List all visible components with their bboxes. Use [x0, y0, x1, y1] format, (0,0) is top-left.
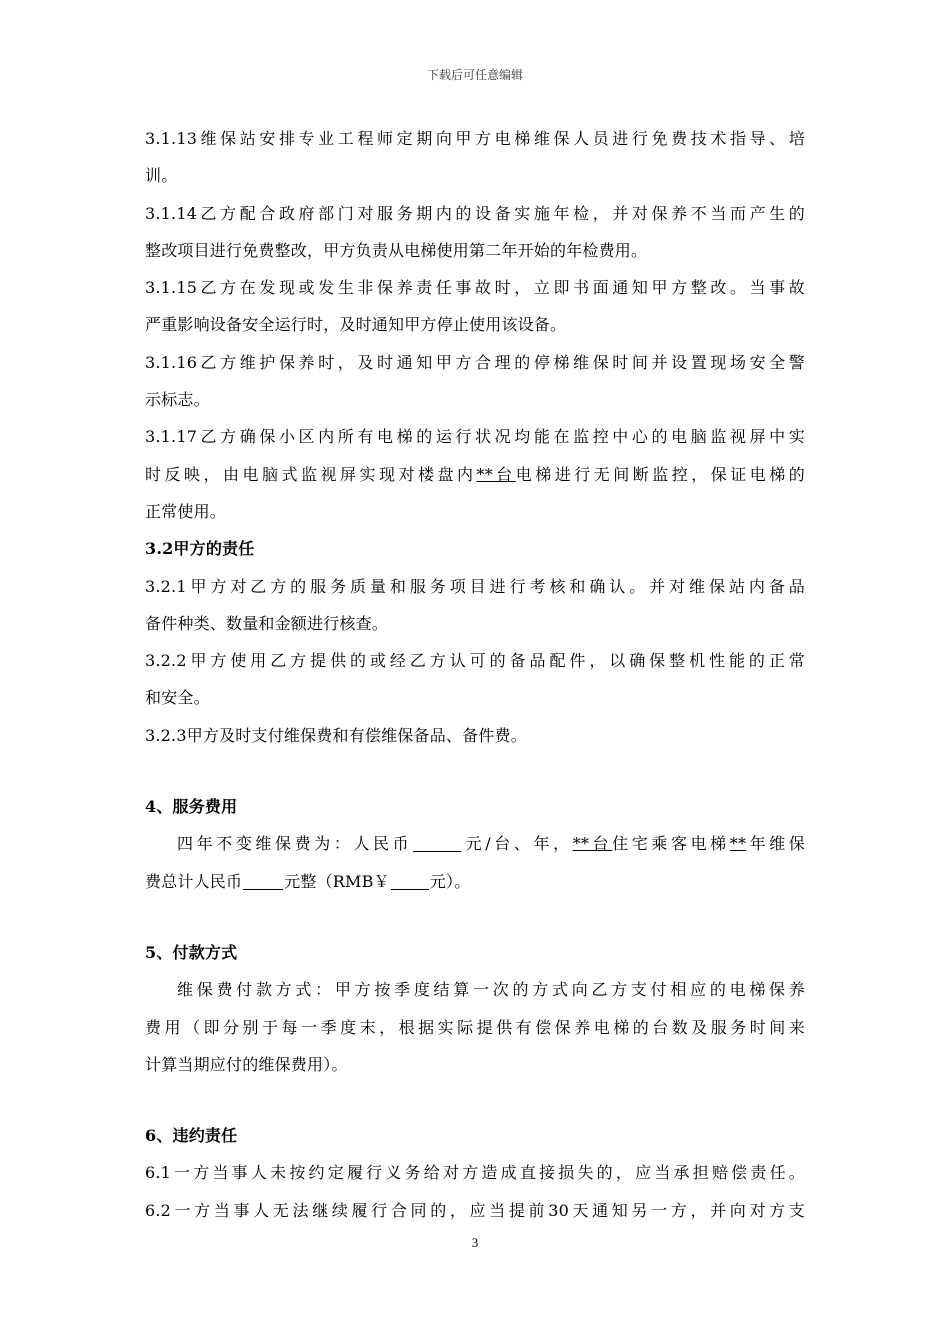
text-segment: 费总计人民币 [145, 871, 243, 891]
clause-3-1-16-line-2: 示标志。 [145, 390, 210, 410]
text-segment: 年维保 [746, 834, 805, 854]
fee-per-unit-blank[interactable] [413, 833, 461, 852]
text-segment: 四年不变维保费为：人民币 [177, 834, 413, 854]
text-segment: 元）。 [429, 871, 471, 891]
text-segment: 电梯进行无间断监控，保证电梯的 [515, 464, 805, 484]
clause-3-1-14-line-2: 整改项目进行免费整改，甲方负责从电梯使用第二年开始的年检费用。 [145, 240, 648, 260]
clause-3-1-16-line-1: 3.1.16乙方维护保养时，及时通知甲方合理的停梯维保时间并设置现场安全警 [145, 352, 805, 372]
spacer [145, 1083, 805, 1117]
clause-3-1-15-line-2: 严重影响设备安全运行时，及时通知甲方停止使用该设备。 [145, 315, 567, 335]
underlined-quantity: **台 [572, 834, 613, 854]
clause-3-1-17-line-2 [145, 456, 805, 493]
section-5-heading: 5、付款方式 [145, 942, 238, 962]
underlined-years: ** [729, 834, 747, 854]
page-header: 下载后可任意编辑 [426, 68, 523, 82]
spacer [145, 900, 805, 934]
clause-3-2-1-line-2: 备件种类、数量和金额进行核查。 [145, 613, 389, 633]
clause-3-1-15-line-1: 3.1.15乙方在发现或发生非保养责任事故时，立即书面通知甲方整改。当事故 [145, 278, 805, 298]
clause-6-2-line: 6.2一方当事人无法继续履行合同的，应当提前30天通知另一方，并向对方支 [145, 1200, 805, 1220]
section-3-2-heading: 3.2甲方的责任 [145, 539, 255, 559]
total-fee-rmb-blank[interactable] [391, 871, 429, 890]
payment-line-1: 维保费付款方式：甲方按季度结算一次的方式向乙方支付相应的电梯保养 [177, 980, 805, 1000]
total-fee-blank[interactable] [243, 871, 283, 890]
clause-3-2-2-line-2: 和安全。 [145, 688, 210, 708]
payment-line-3: 计算当期应付的维保费用）。 [145, 1054, 348, 1074]
section-4-heading: 4、服务费用 [145, 797, 238, 817]
underlined-quantity: **台 [476, 464, 516, 484]
payment-line-2: 费用（即分别于每一季度末，根据实际提供有偿保养电梯的台数及服务时间来 [145, 1017, 805, 1037]
service-fee-line-1 [145, 825, 805, 862]
clause-3-2-1-line-1: 3.2.1甲方对乙方的服务质量和服务项目进行考核和确认。并对维保站内备品 [145, 576, 805, 596]
clause-3-1-17-line-3: 正常使用。 [145, 501, 227, 521]
clause-3-1-17-line-1: 3.1.17乙方确保小区内所有电梯的运行状况均能在监控中心的电脑监视屏中实 [145, 427, 805, 447]
clause-3-1-13-line-1: 3.1.13维保站安排专业工程师定期向甲方电梯维保人员进行免费技术指导、培 [145, 129, 805, 148]
clause-3-2-2-line-1: 3.2.2甲方使用乙方提供的或经乙方认可的备品配件，以确保整机性能的正常 [145, 651, 805, 671]
text-segment: 时反映，由电脑式监视屏实现对楼盘内 [145, 464, 477, 484]
document-body [145, 120, 805, 1229]
clause-6-1-line: 6.1一方当事人未按约定履行义务给对方造成直接损失的，应当承担赔偿责任。 [145, 1163, 805, 1183]
spacer [145, 754, 805, 788]
page-number: 3 [471, 1235, 479, 1250]
clause-3-2-3-line-1: 3.2.3甲方及时支付维保费和有偿维保备品、备件费。 [145, 725, 527, 745]
text-segment: 元/台、年， [462, 834, 573, 854]
text-segment: 住宅乘客电梯 [612, 834, 730, 854]
clause-3-1-13-line-2: 训。 [145, 166, 178, 186]
clause-3-1-14-line-1: 3.1.14乙方配合政府部门对服务期内的设备实施年检，并对保养不当而产生的 [145, 203, 805, 223]
text-segment: 元整（RMB￥ [284, 871, 390, 891]
service-fee-line-2 [145, 863, 805, 900]
section-6-heading: 6、违约责任 [145, 1126, 238, 1146]
